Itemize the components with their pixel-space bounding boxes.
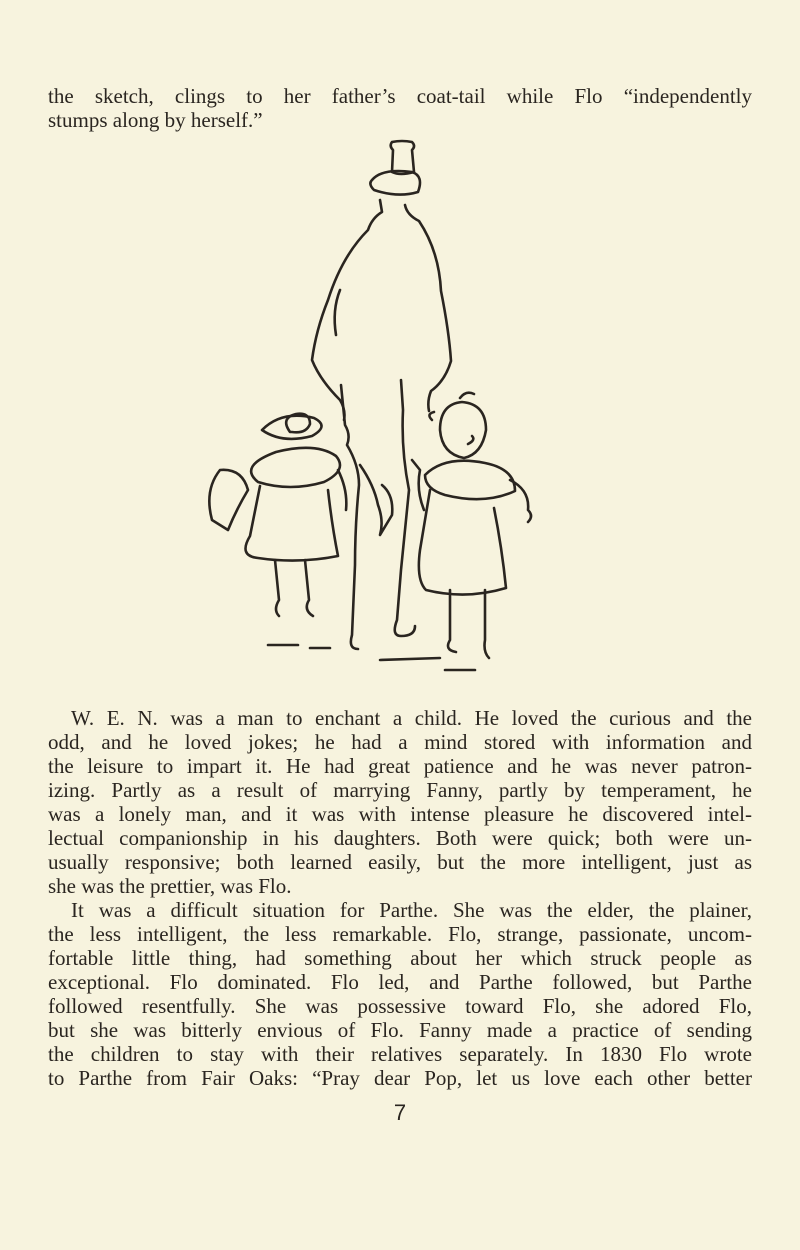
text-line: exceptional. Flo dominated. Flo led, and Parthe followed, but Parthe	[48, 970, 752, 994]
text-line: the children to stay with their relatives separately. In 1830 Flo wrote	[48, 1042, 752, 1066]
paragraph	[48, 706, 752, 898]
text-line: followed resentfully. She was possessive toward Flo, she adored Flo,	[48, 994, 752, 1018]
text-line: the less intelligent, the less remarkable. Flo, strange, passionate, uncom-	[48, 922, 752, 946]
text-line: the leisure to impart it. He had great patience and he was never patron-	[48, 754, 752, 778]
text-line: she was the prettier, was Flo.	[48, 874, 292, 898]
illustration-sketch	[200, 130, 600, 690]
text-line: odd, and he loved jokes; he had a mind stored with information and	[48, 730, 752, 754]
text-line: fortable little thing, had something about her which struck people as	[48, 946, 752, 970]
body-text	[48, 706, 752, 1090]
paragraph	[48, 898, 752, 1090]
left-daughter-figure	[209, 414, 346, 648]
page-number: 7	[393, 1100, 407, 1125]
text-line: the sketch, clings to her father’s coat-tail while Flo “independently	[48, 84, 752, 108]
text-line: izing. Partly as a result of marrying Fanny, partly by temperament, he	[48, 778, 752, 802]
text-line: was a lonely man, and it was with intense pleasure he discovered intel-	[48, 802, 752, 826]
text-line: It was a difficult situation for Parthe. She was the elder, the plainer,	[71, 898, 752, 922]
text-line: stumps along by herself.”	[48, 108, 263, 132]
text-line: usually responsive; both learned easily, but the more intelligent, just as	[48, 850, 752, 874]
text-line: to Parthe from Fair Oaks: “Pray dear Pop, let us love each other better	[48, 1066, 752, 1090]
text-line: but she was bitterly envious of Flo. Fanny made a practice of sending	[48, 1018, 752, 1042]
father-figure	[312, 141, 451, 660]
text-line: lectual companionship in his daughters. Both were quick; both were un-	[48, 826, 752, 850]
continued-text	[48, 84, 752, 132]
text-line: W. E. N. was a man to enchant a child. He loved the curious and the	[71, 706, 752, 730]
right-daughter-figure	[412, 393, 531, 670]
